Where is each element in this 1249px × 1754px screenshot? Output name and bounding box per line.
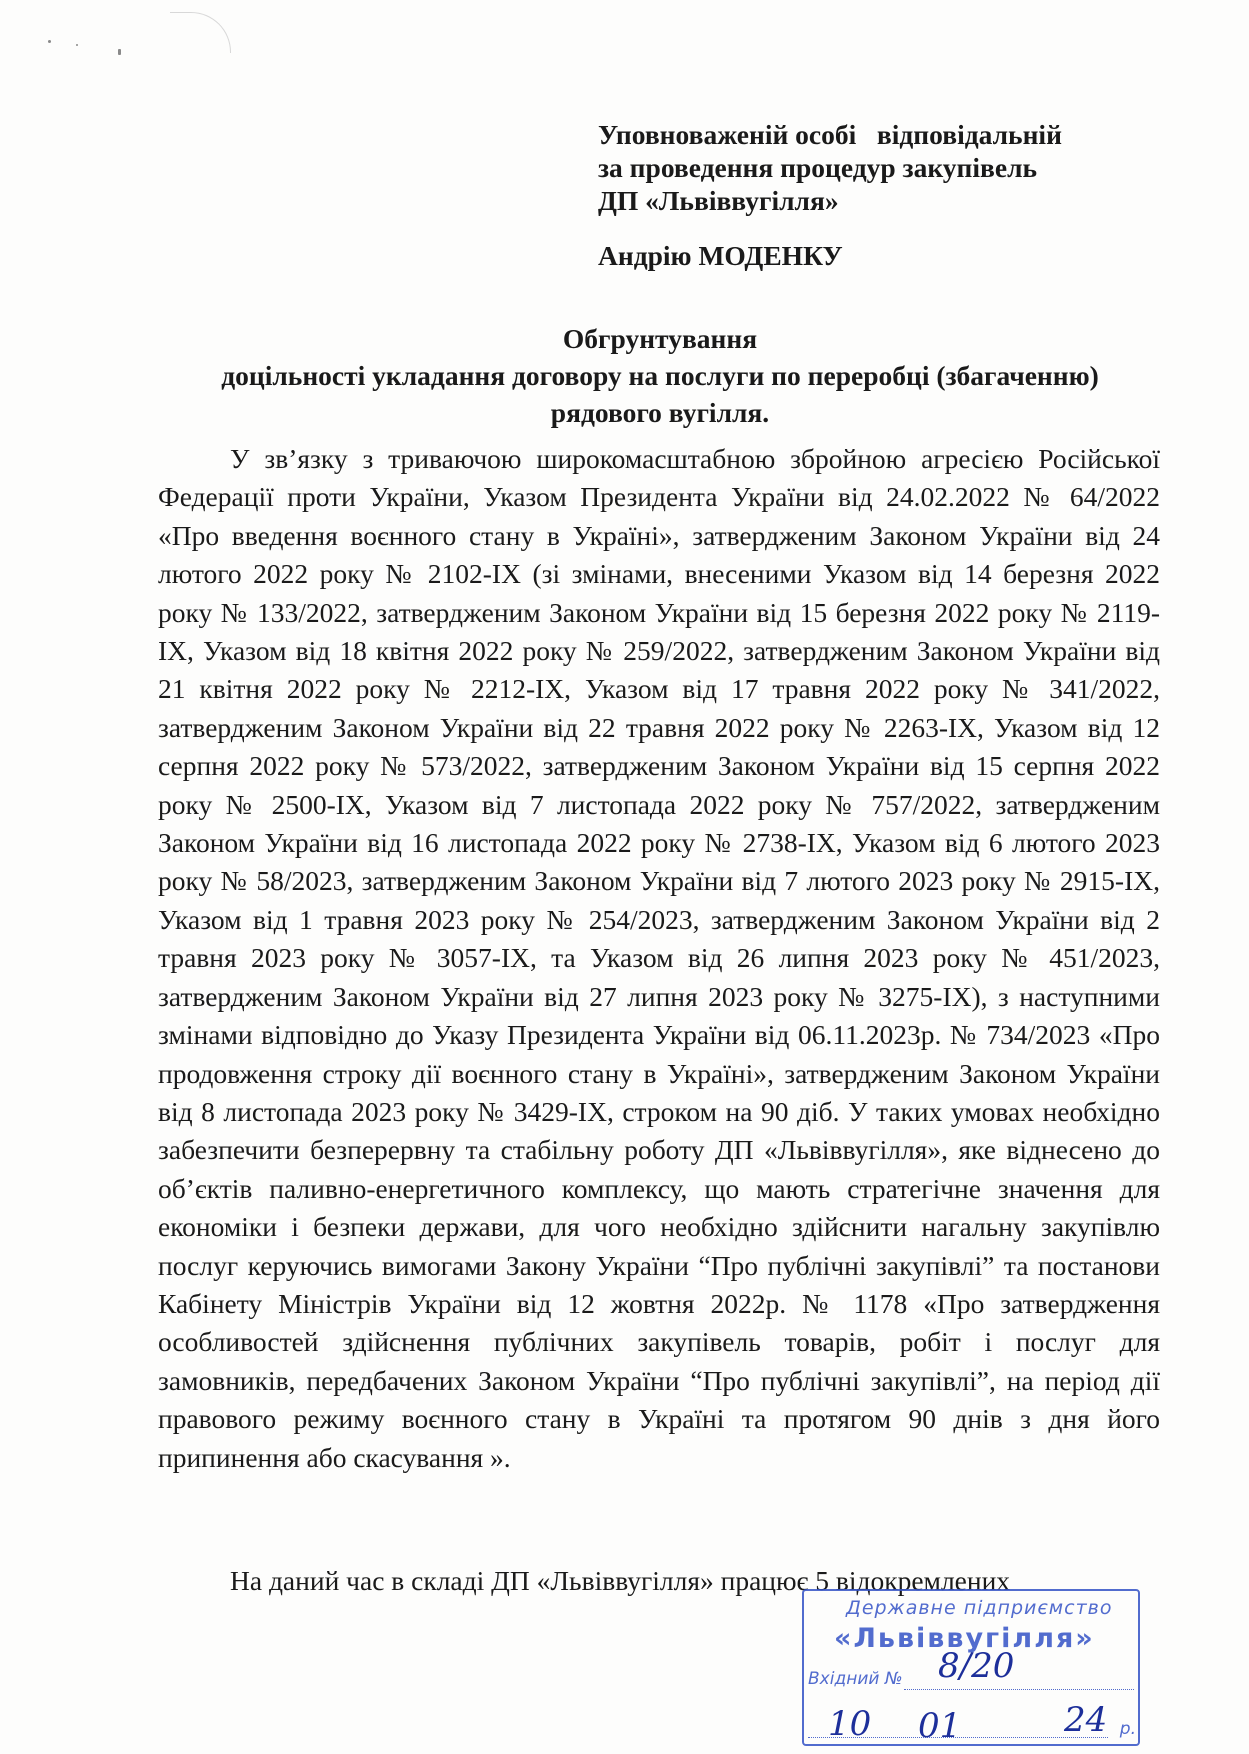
handwritten-year: 24 bbox=[1064, 1700, 1108, 1740]
body-paragraph: У зв’язку з триваючою широкомасштабною збройною агресією Російської Федерації проти України, Указом Президента України від 24.02.2022 № 64/2022 «Про введення воєнного стану в Україні», затвердженим Законом України від 24 лютого 2022 року № 2102-IX (зі змінами, внесеними Указом від 14 березня 2022 року № 133/2022, затвердженим Законом України від 15 березня 2022 року № 2119-IX, Указом від 18 квітня 2022 року № 259/2022, затвердженим Законом України від 21 квітня 2022 року № 2212-IX, Указом від 17 травня 2022 року № 341/2022, затвердженим Законом України від 22 травня 2022 року № 2263-IX, Указом від 12 серпня 2022 року № 573/2022, затвердженим Законом України від 15 серпня 2022 року № 2500-IX, Указом від 7 листопада 2022 року № 757/2022, затвердженим Законом України від 16 листопада 2022 року № 2738-IX, Указом від 6 лютого 2023 року № 58/2023, затвердженим Законом України від 7 лютого 2023 року № 2915-IX, Указом від 1 травня 2023 року № 254/2023, затвердженим Законом України від 2 травня 2023 року № 3057-IX, та Указом від 26 липня 2023 року № 451/2023, затвердженим Законом України від 27 липня 2023 року № 3275-IX), з наступними змінами відповідно до Указу Президента України від 06.11.2023р. № 734/2023 «Про продовження строку дії воєнного стану в Україні», затвердженим Законом України від 8 листопада 2023 року № 3429-IX, строком на 90 діб. У таких умовах необхідно забезпечити безперервну та стабільну роботу ДП «Львіввугілля», яке віднесено до об’єктів паливно-енергетичного комплексу, що мають стратегічне значення для економіки і безпеки держави, для чого необхідно здійснити нагальну закупівлю послуг керуючись вимогами Закону України “Про публічні закупівлі” та постанови Кабінету Міністрів України від 12 жовтня 2022р. № 1178 «Про затвердження особливостей здійснення публічних закупівель товарів, робіт і послуг для замовників, передбачених Законом України “Про публічні закупівлі”, на період дії правового режиму воєнного стану в Україні та протягом 90 днів з дня його припинення або скасування ». bbox=[158, 443, 1160, 1473]
stamp-organization: Державне підприємство bbox=[846, 1597, 1113, 1619]
addressee-line: за проведення процедур закупівель bbox=[598, 152, 1038, 183]
title-line: рядового вугілля. bbox=[550, 397, 770, 428]
addressee-line: Уповноваженій особі відповідальній bbox=[598, 119, 1062, 150]
stamp-company-name: «Львіввугілля» bbox=[834, 1623, 1095, 1654]
addressee-line: ДП «Львіввугілля» bbox=[598, 185, 839, 216]
handwritten-day: 10 bbox=[828, 1704, 872, 1744]
document-title bbox=[150, 320, 1170, 431]
stamp-year-suffix: р. bbox=[1119, 1719, 1136, 1739]
scan-speck bbox=[48, 40, 51, 43]
title-line: доцільності укладання договору на послуги по переробці (збагаченню) bbox=[221, 360, 1099, 391]
scan-corner-artifact bbox=[170, 12, 231, 53]
addressee-block bbox=[598, 118, 1062, 272]
title-line: Обгрунтування bbox=[562, 323, 758, 354]
scan-speck bbox=[76, 44, 78, 46]
scan-speck bbox=[118, 49, 121, 55]
addressee-name: Андрію МОДЕНКУ bbox=[598, 240, 843, 271]
stamp-incoming-label: Вхідний № bbox=[808, 1669, 903, 1689]
body-paragraph: На даний час в складі ДП «Львіввугілля» працює 5 відокремлених bbox=[230, 1565, 1011, 1596]
stamp-number-line bbox=[904, 1689, 1134, 1690]
handwritten-month: 01 bbox=[918, 1706, 962, 1746]
handwritten-incoming-number: 8/20 bbox=[938, 1646, 1015, 1686]
